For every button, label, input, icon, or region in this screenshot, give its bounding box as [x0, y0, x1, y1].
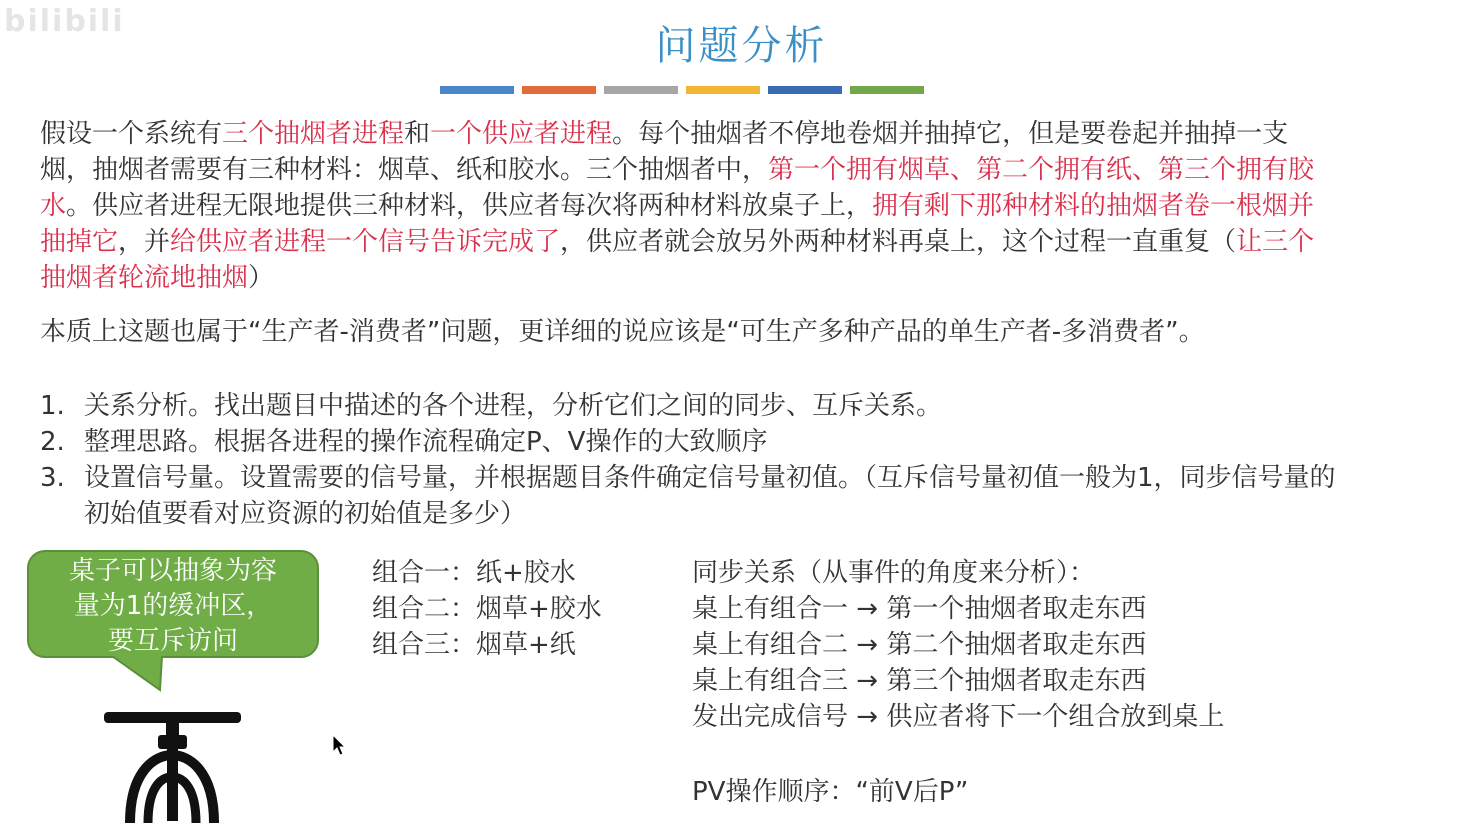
- sync-row: [692, 663, 1224, 699]
- color-bar-segment: [522, 86, 596, 94]
- sync-event: 发出完成信号: [692, 702, 849, 732]
- callout-line: 量为1的缓冲区，: [73, 591, 273, 621]
- list-number: 1.: [40, 391, 65, 421]
- sync-result: 供应者将下一个组合放到桌上: [886, 702, 1225, 732]
- combination-item: 组合一：纸+胶水: [372, 558, 576, 588]
- right-arrow-icon: →: [856, 630, 879, 660]
- combination-item: 组合二：烟草+胶水: [372, 594, 602, 624]
- text-run: 。每个抽烟者不停地卷烟并抽掉它，但是要卷起并抽掉一支烟，抽烟者需要有三种材料：烟草、纸和胶水。三个抽烟者中，: [40, 119, 1289, 185]
- list-item: [40, 424, 1340, 460]
- sync-row: [692, 591, 1224, 627]
- sync-event: 桌上有组合一: [692, 594, 849, 624]
- sync-event: 桌上有组合二: [692, 630, 849, 660]
- sync-result: 第三个抽烟者取走东西: [886, 666, 1147, 696]
- text-run: 和: [404, 119, 431, 149]
- color-bar-segment: [850, 86, 924, 94]
- callout-bubble: [27, 550, 319, 658]
- combination-item: 组合三：烟草+纸: [372, 630, 576, 660]
- right-arrow-icon: →: [856, 666, 879, 696]
- bilibili-watermark: bilibili: [4, 4, 125, 39]
- text-run: ，并: [118, 227, 171, 257]
- highlight-signal: 给供应者进程一个信号告诉完成了: [170, 227, 561, 257]
- combination-list: [372, 555, 602, 663]
- sync-relations: [692, 555, 1224, 735]
- sync-row: [692, 699, 1224, 735]
- list-item: [40, 460, 1340, 532]
- color-bar-segment: [686, 86, 760, 94]
- callout-tail: [112, 656, 172, 692]
- color-bar-segment: [440, 86, 514, 94]
- sync-event: 桌上有组合三: [692, 666, 849, 696]
- list-item: [40, 388, 1340, 424]
- text-run: 。供应者进程无限地提供三种材料，供应者每次将两种材料放桌子上，: [66, 191, 873, 221]
- pv-order: PV操作顺序：“前V后P”: [692, 777, 969, 807]
- sync-result: 第一个抽烟者取走东西: [886, 594, 1147, 624]
- highlight-take-turns: 让三个抽烟者轮流地抽烟: [40, 227, 1315, 293]
- sync-heading: 同步关系（从事件的角度来分析）：: [692, 558, 1096, 588]
- highlight-one-supplier: 一个供应者进程: [430, 119, 613, 149]
- sync-row: [692, 627, 1224, 663]
- text-run: 假设一个系统有: [40, 119, 223, 149]
- sync-result: 第二个抽烟者取走东西: [886, 630, 1147, 660]
- table-icon: [100, 705, 245, 830]
- highlight-materials: 第一个拥有烟草、第二个拥有纸、第三个拥有胶水: [40, 155, 1315, 221]
- list-text: 设置信号量。设置需要的信号量，并根据题目条件确定信号量初值。（互斥信号量初值一般为1，同步信号量的初始值要看对应资源的初始值是多少）: [84, 463, 1336, 529]
- list-text: 整理思路。根据各进程的操作流程确定P、V操作的大致顺序: [84, 427, 768, 457]
- color-bar-segment: [604, 86, 678, 94]
- list-number: 2.: [40, 427, 65, 457]
- problem-description: [40, 116, 1340, 296]
- essence-paragraph: 本质上这题也属于“生产者-消费者”问题，更详细的说应该是“可生产多种产品的单生产者-多消费者”。: [40, 317, 1205, 347]
- slide-title: 问题分析: [655, 23, 828, 69]
- callout-line: 桌子可以抽象为容: [68, 556, 277, 586]
- text-run: ，供应者就会放另外两种材料再桌上，这个过程一直重复（: [560, 227, 1237, 257]
- highlight-smoke: 拥有剩下那种材料的抽烟者卷一根烟并抽掉它: [40, 191, 1315, 257]
- right-arrow-icon: →: [856, 594, 879, 624]
- highlight-three-smokers: 三个抽烟者进程: [222, 119, 405, 149]
- steps-list: [40, 388, 1340, 532]
- text-run: ）: [248, 263, 275, 293]
- list-number: 3.: [40, 463, 65, 493]
- color-bar-segment: [768, 86, 842, 94]
- mouse-cursor-icon: [332, 734, 348, 758]
- right-arrow-icon: →: [856, 702, 879, 732]
- list-text: 关系分析。找出题目中描述的各个进程，分析它们之间的同步、互斥关系。: [84, 391, 943, 421]
- callout-line: 要互斥访问: [107, 626, 238, 656]
